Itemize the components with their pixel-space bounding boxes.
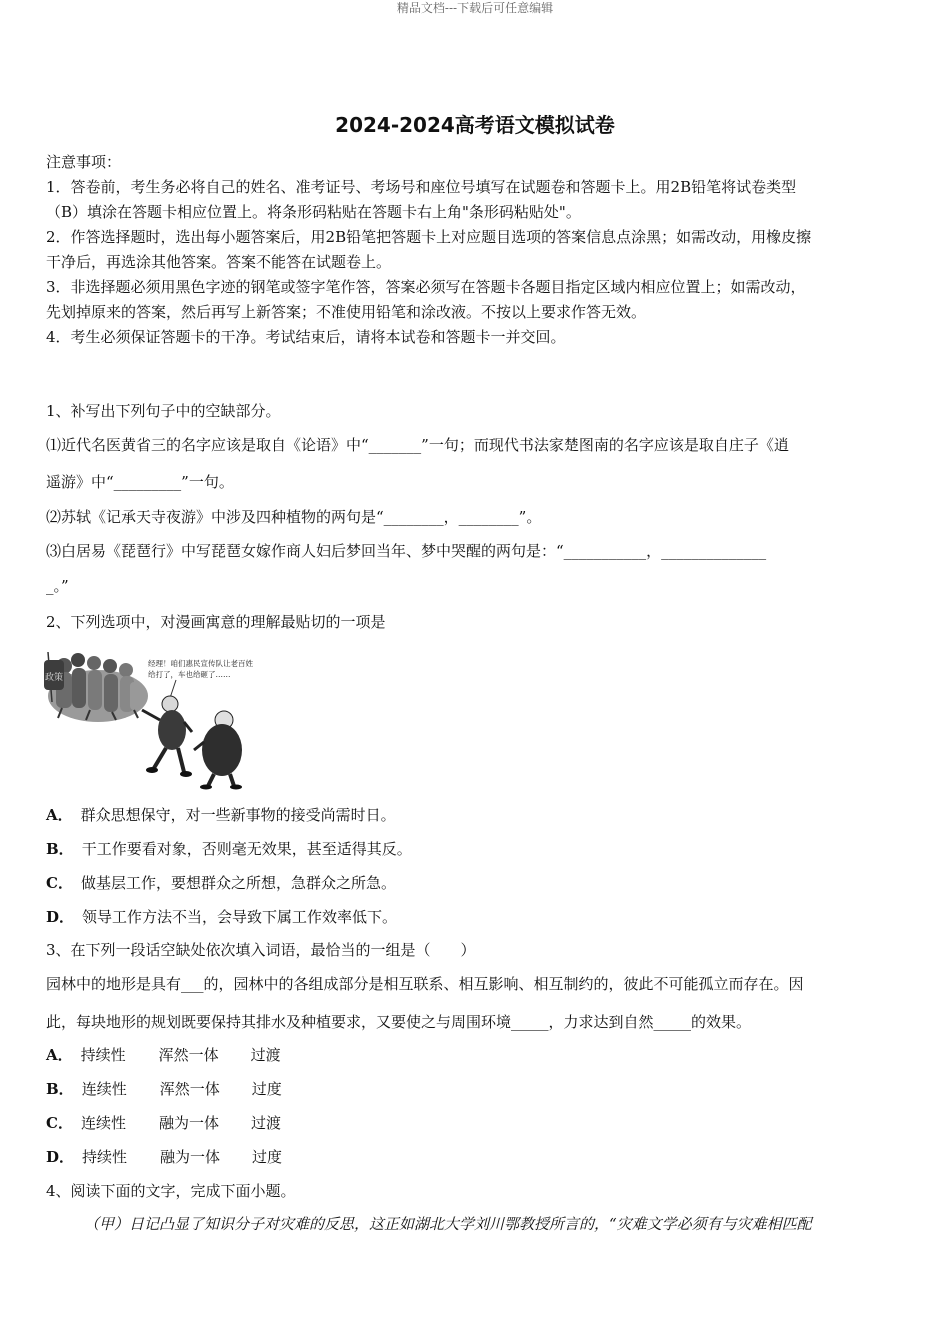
question-3-option-d: D． 持续性 融为一体 过度 — [46, 1148, 283, 1166]
question-2-stem: 2、下列选项中，对漫画寓意的理解最贴切的一项是 — [46, 613, 386, 631]
question-3-passage: 此，每块地形的规划既要保持其排水及种植要求，又要使之与周围环境_____，力求达到自然_____的效果。 — [46, 1013, 752, 1031]
banner-text: 政策 — [44, 673, 64, 683]
running-man-figure — [142, 696, 192, 777]
question-3-option-b: B． 连续性 浑然一体 过度 — [46, 1080, 282, 1098]
question-1-line: 遥游》中“_________”一句。 — [46, 473, 234, 491]
notice-line: 先划掉原来的答案，然后再写上新答案；不准使用铅笔和涂改液。不按以上要求作答无效。 — [46, 303, 647, 321]
question-1-line: _。” — [46, 577, 69, 595]
question-2-option-a: A． 群众思想保守，对一些新事物的接受尚需时日。 — [46, 806, 396, 824]
question-4-passage: （甲）日记凸显了知识分子对灾难的反思，这正如湖北大学刘川鄂教授所言的，“灾难文学必须有与灾难相匹配 — [84, 1215, 812, 1233]
question-3-option-c: C． 连续性 融为一体 过渡 — [46, 1114, 281, 1132]
header-watermark: 精品文档---下载后可任意编辑 — [396, 1, 554, 15]
notice-line: 3．非选择题必须用黑色字迹的钢笔或签字笔作答，答案必须写在答题卡各题目指定区域内相应位置上；如需改动， — [46, 278, 806, 296]
question-2-option-b: B． 干工作要看对象，否则毫无效果，甚至适得其反。 — [46, 840, 412, 858]
notice-line: （B）填涂在答题卡相应位置上。将条形码粘贴在答题卡右上角"条形码粘贴处"。 — [46, 203, 581, 221]
notice-line: 1．答卷前，考生务必将自己的姓名、准考证号、考场号和座位号填写在试题卷和答题卡上。用2B铅笔将试卷类型 — [46, 178, 797, 196]
notice-line: 2．作答选择题时，选出每小题答案后，用2B铅笔把答题卡上对应题目选项的答案信息点涂黑；如需改动，用橡皮擦 — [46, 228, 812, 246]
question-3-option-a: A． 持续性 浑然一体 过渡 — [46, 1046, 281, 1064]
notice-line: 4．考生必须保证答题卡的干净。考试结束后，请将本试卷和答题卡一并交回。 — [46, 328, 566, 346]
question-1-line: ⑶白居易《琵琶行》中写琵琶女嫁作商人妇后梦回当年、梦中哭醒的两句是：“___________，______________ — [46, 542, 767, 560]
question-1-line: ⑵苏轼《记承天寺夜游》中涉及四种植物的两句是“________，________”。 — [46, 508, 542, 526]
question-3-stem: 3、在下列一段话空缺处依次填入词语，最恰当的一组是（ ） — [46, 941, 476, 959]
speech-line: 给打了，车也给砸了…… — [148, 670, 231, 679]
question-2-option-c: C． 做基层工作，要想群众之所想，急群众之所急。 — [46, 874, 396, 892]
question-4-stem: 4、阅读下面的文字，完成下面小题。 — [46, 1182, 296, 1200]
question-1-line: ⑴近代名医黄省三的名字应该是取自《论语》中“_______”一句；而现代书法家楚图南的名字应该是取自庄子《逍 — [46, 436, 789, 454]
manager-figure — [194, 711, 242, 790]
speech-line: 经理！咱们惠民宣传队让老百姓 — [148, 659, 253, 668]
question-3-passage: 园林中的地形是具有___的，园林中的各组成部分是相互联系、相互影响、相互制约的，彼此不可能孤立而存在。因 — [46, 975, 804, 993]
notice-heading: 注意事项： — [46, 153, 122, 171]
page-title: 2024-2024高考语文模拟试卷 — [335, 113, 615, 137]
cartoon-image — [42, 646, 278, 790]
question-1-stem: 1、补写出下列句子中的空缺部分。 — [46, 402, 281, 420]
notice-line: 干净后，再选涂其他答案。答案不能答在试题卷上。 — [46, 253, 392, 271]
question-2-option-d: D． 领导工作方法不当，会导致下属工作效率低下。 — [46, 908, 398, 926]
